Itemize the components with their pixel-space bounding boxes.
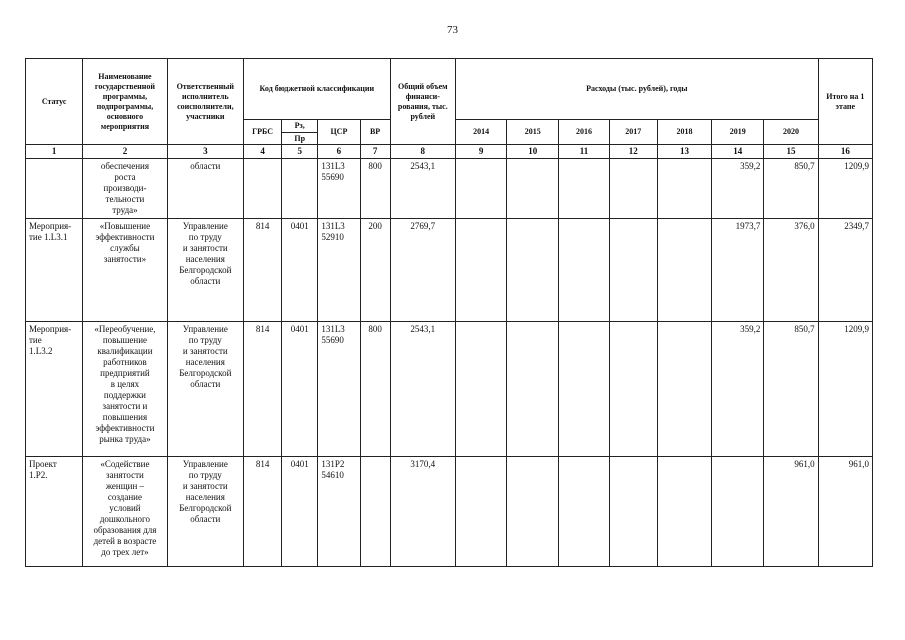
row-year-2014 <box>455 322 506 457</box>
header-pr: Пр <box>294 134 306 143</box>
row-rz-pr <box>282 159 318 219</box>
row-rz-pr: 0401 <box>282 457 318 567</box>
row-year-2016 <box>559 159 609 219</box>
row-stage-total: 1209,9 <box>818 322 872 457</box>
column-number-row <box>26 145 873 159</box>
column-number: 16 <box>818 145 872 159</box>
row-year-2015 <box>507 322 559 457</box>
header-responsible: Ответственный исполнитель соисполнители, участники <box>167 59 243 145</box>
row-year-2015 <box>507 457 559 567</box>
table-header <box>26 59 873 145</box>
row-year-2015 <box>507 159 559 219</box>
table-row <box>26 457 873 567</box>
column-number: 14 <box>712 145 764 159</box>
row-name: «Содействие занятости женщин – создание условий дошкольного образования для детей в возрасте до трех лет» <box>83 457 167 567</box>
column-number: 2 <box>83 145 167 159</box>
table-row <box>26 322 873 457</box>
row-stage-total: 1209,9 <box>818 159 872 219</box>
column-number: 8 <box>390 145 455 159</box>
header-rz: Рз, <box>282 120 317 133</box>
row-year-2014 <box>455 219 506 322</box>
row-year-2016 <box>559 322 609 457</box>
row-csr: 131L3 55690 <box>318 159 360 219</box>
header-grbs: ГРБС <box>243 120 281 145</box>
column-number: 15 <box>764 145 818 159</box>
header-year-2016: 2016 <box>559 120 609 145</box>
header-year-2020: 2020 <box>764 120 818 145</box>
row-name: «Переобучение, повышение квалификации работников предприятий в целях поддержки занятости и повышения эффективности рынка труда» <box>83 322 167 457</box>
row-year-2017 <box>609 457 657 567</box>
row-year-2019: 1973,7 <box>712 219 764 322</box>
header-vr: ВР <box>360 120 390 145</box>
column-number: 11 <box>559 145 609 159</box>
row-vr <box>360 457 390 567</box>
table-row <box>26 159 873 219</box>
header-stage-total: Итого на 1 этапе <box>818 59 872 145</box>
column-number: 7 <box>360 145 390 159</box>
row-year-2017 <box>609 159 657 219</box>
row-year-2020: 850,7 <box>764 159 818 219</box>
row-year-2019 <box>712 457 764 567</box>
row-year-2020: 961,0 <box>764 457 818 567</box>
header-total-financing: Общий объем финанси-рования, тыс. рублей <box>390 59 455 145</box>
page-number: 73 <box>447 24 458 36</box>
row-year-2014 <box>455 457 506 567</box>
column-number: 9 <box>455 145 506 159</box>
row-total: 2769,7 <box>390 219 455 322</box>
row-csr: 131L3 55690 <box>318 322 360 457</box>
row-year-2020: 376,0 <box>764 219 818 322</box>
row-csr: 131L3 52910 <box>318 219 360 322</box>
row-rz-pr: 0401 <box>282 219 318 322</box>
row-vr: 800 <box>360 159 390 219</box>
row-year-2014 <box>455 159 506 219</box>
header-csr: ЦСР <box>318 120 360 145</box>
row-total: 3170,4 <box>390 457 455 567</box>
row-responsible: Управление по труду и занятости населения Белгородской области <box>167 322 243 457</box>
row-year-2018 <box>657 322 711 457</box>
row-year-2019: 359,2 <box>712 159 764 219</box>
row-year-2020: 850,7 <box>764 322 818 457</box>
header-budget-code: Код бюджетной классификации <box>243 59 390 120</box>
header-expenses: Расходы (тыс. рублей), годы <box>455 59 818 120</box>
row-year-2016 <box>559 219 609 322</box>
row-year-2017 <box>609 322 657 457</box>
row-total: 2543,1 <box>390 159 455 219</box>
row-responsible: области <box>167 159 243 219</box>
row-year-2018 <box>657 159 711 219</box>
row-year-2018 <box>657 457 711 567</box>
row-name: обеспечения роста производи- тельности труда» <box>83 159 167 219</box>
column-number: 5 <box>282 145 318 159</box>
header-year-2017: 2017 <box>609 120 657 145</box>
column-number: 6 <box>318 145 360 159</box>
header-year-2015: 2015 <box>507 120 559 145</box>
row-status: Проект 1.P2. <box>26 457 83 567</box>
column-number: 13 <box>657 145 711 159</box>
row-grbs <box>243 159 281 219</box>
row-grbs: 814 <box>243 219 281 322</box>
row-year-2017 <box>609 219 657 322</box>
column-number: 4 <box>243 145 281 159</box>
row-total: 2543,1 <box>390 322 455 457</box>
header-status: Статус <box>26 59 83 145</box>
row-stage-total: 2349,7 <box>818 219 872 322</box>
row-status <box>26 159 83 219</box>
header-year-2019: 2019 <box>712 120 764 145</box>
budget-table <box>25 58 873 567</box>
row-year-2019: 359,2 <box>712 322 764 457</box>
row-vr: 200 <box>360 219 390 322</box>
row-vr: 800 <box>360 322 390 457</box>
column-number: 3 <box>167 145 243 159</box>
column-number: 10 <box>507 145 559 159</box>
column-number: 1 <box>26 145 83 159</box>
row-csr: 131P2 54610 <box>318 457 360 567</box>
header-program-name: Наименование государственной программы, подпрограммы, основного мероприятия <box>83 59 167 145</box>
table-row <box>26 219 873 322</box>
header-year-2018: 2018 <box>657 120 711 145</box>
row-year-2016 <box>559 457 609 567</box>
row-grbs: 814 <box>243 457 281 567</box>
row-status: Мероприя- тие 1.L3.1 <box>26 219 83 322</box>
column-number: 12 <box>609 145 657 159</box>
row-year-2018 <box>657 219 711 322</box>
row-responsible: Управление по труду и занятости населения Белгородской области <box>167 219 243 322</box>
row-year-2015 <box>507 219 559 322</box>
row-grbs: 814 <box>243 322 281 457</box>
row-stage-total: 961,0 <box>818 457 872 567</box>
row-status: Мероприя- тие 1.L3.2 <box>26 322 83 457</box>
row-name: «Повышение эффективности службы занятости» <box>83 219 167 322</box>
header-year-2014: 2014 <box>455 120 506 145</box>
header-rz-pr <box>282 120 318 145</box>
row-rz-pr: 0401 <box>282 322 318 457</box>
row-responsible: Управление по труду и занятости населения Белгородской области <box>167 457 243 567</box>
